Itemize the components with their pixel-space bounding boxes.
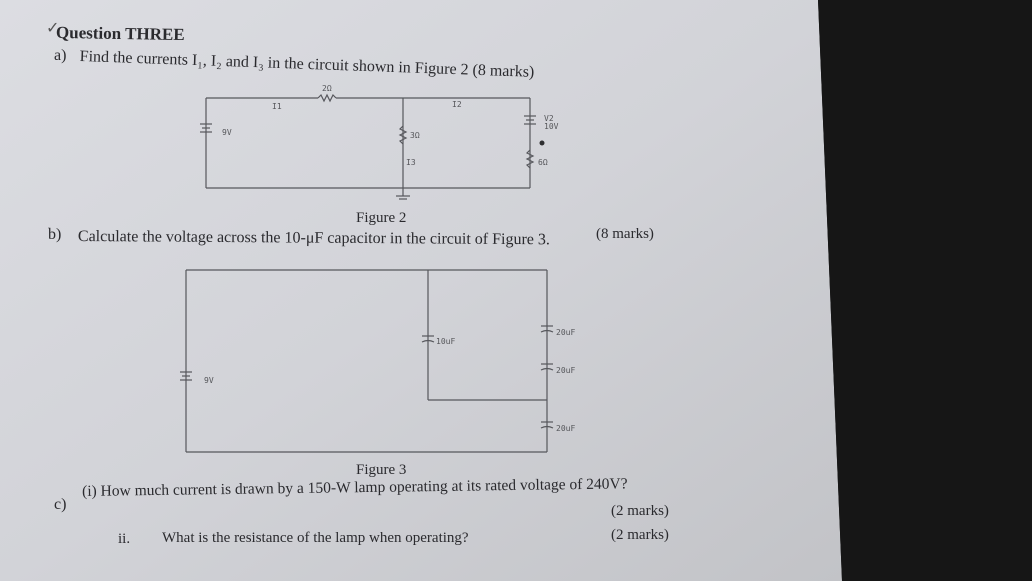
fig2-resistor-right-label: 6Ω bbox=[538, 158, 548, 167]
fig2-v2-label: V2 bbox=[544, 114, 554, 123]
question-b-marks: (8 marks) bbox=[596, 226, 654, 242]
node-dot bbox=[540, 141, 545, 146]
fig2-10v-label: 10V bbox=[544, 122, 559, 131]
question-c-part-i: (i) How much current is drawn by a 150-W lamp operating at its rated voltage of 240V? bbox=[82, 475, 628, 500]
fig3-cap-10-label: 10uF bbox=[436, 337, 456, 346]
figure-2-caption: Figure 2 bbox=[356, 210, 407, 226]
question-b-text: Calculate the voltage across the 10-μF capacitor in the circuit of Figure 3. bbox=[77, 228, 550, 249]
fig2-i1-label: I1 bbox=[272, 102, 282, 111]
question-b-label: b) bbox=[48, 226, 62, 243]
figure-3-caption: Figure 3 bbox=[356, 462, 407, 478]
question-a-label: a) bbox=[54, 47, 67, 64]
fig3-cap-20-mid-label: 20uF bbox=[556, 366, 576, 375]
question-heading: Question THREE bbox=[55, 22, 185, 45]
fig2-resistor-mid-label: 3Ω bbox=[410, 131, 420, 140]
question-c-label: c) bbox=[54, 496, 67, 513]
fig2-i3-label: I3 bbox=[406, 158, 416, 167]
question-a-text: Find the currents I₁, I₂ and I₃ in the circuit shown in Figure 2 (8 marks) bbox=[79, 48, 535, 81]
question-c-part-ii-marks: (2 marks) bbox=[611, 527, 669, 543]
question-c-part-ii-label: ii. bbox=[118, 531, 131, 547]
fig3-source-label: 9V bbox=[204, 376, 214, 385]
fig3-cap-20-top-label: 20uF bbox=[556, 328, 576, 337]
fig3-cap-20-bottom-label: 20uF bbox=[556, 424, 576, 433]
question-c-part-i-marks: (2 marks) bbox=[611, 503, 669, 519]
question-c-part-ii: What is the resistance of the lamp when operating? bbox=[162, 530, 469, 546]
tick-mark: ✓ bbox=[46, 20, 60, 37]
fig2-source-left-label: 9V bbox=[222, 128, 232, 137]
fig2-resistor-top-label: 2Ω bbox=[322, 84, 332, 93]
fig2-i2-label: I2 bbox=[452, 100, 462, 109]
